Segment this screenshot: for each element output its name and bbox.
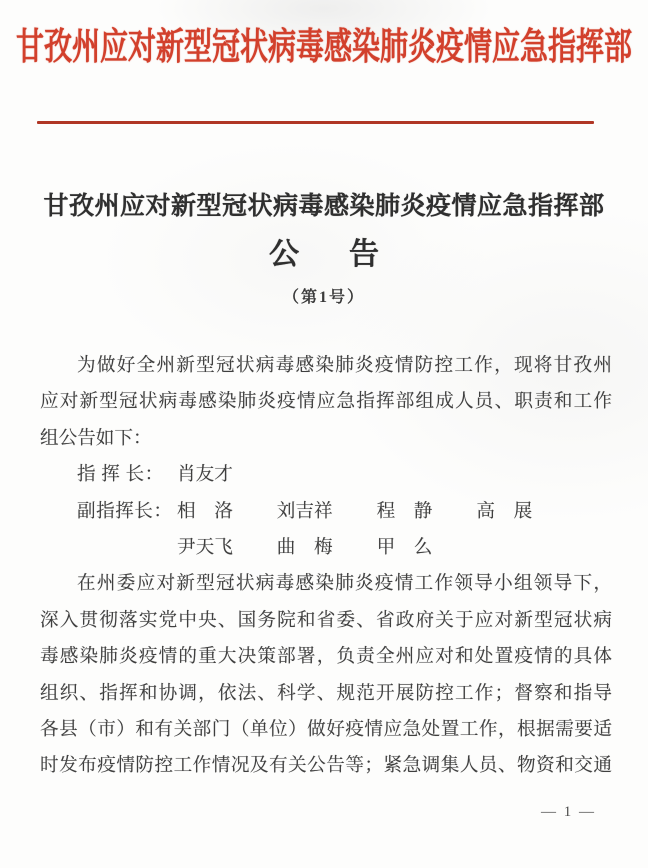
- person-name: 曲 梅: [276, 537, 333, 558]
- body-line: 在州委应对新型冠状病毒感染肺炎疫情工作领导小组领导下，: [77, 573, 612, 595]
- body-line: 为做好全州新型冠状病毒感染肺炎疫情防控工作，现将甘孜州: [77, 355, 612, 376]
- deputy-names-row2: [177, 530, 432, 566]
- body-line: 毒感染肺炎疫情的重大决策部署，负责全州应对和处置疫情的具体: [40, 646, 612, 668]
- roster-row-deputy: [40, 494, 612, 530]
- person-name: 程 静: [376, 500, 433, 522]
- person-name: 肖友才: [177, 464, 233, 486]
- intro-paragraph: [40, 348, 612, 457]
- roster-row-deputy-continued: [40, 530, 612, 566]
- document-org-title: 甘孜州应对新型冠状病毒感染肺炎疫情应急指挥部: [43, 193, 605, 220]
- deputy-label-spacer: [77, 530, 177, 566]
- roster-row-commander: [40, 457, 612, 493]
- title-block: [0, 186, 648, 307]
- duties-paragraph: [40, 566, 612, 784]
- person-name: 刘吉祥: [276, 500, 333, 522]
- body-line: 各县（市）和有关部门（单位）做好疫情应急处置工作，根据需要适: [40, 718, 612, 740]
- person-name: 尹天飞: [177, 537, 233, 558]
- letterhead-title: 甘孜州应对新型冠状病毒感染肺炎疫情应急指挥部: [15, 25, 632, 67]
- person-name: 高 展: [476, 500, 533, 522]
- commander-label: 指 挥 长：: [77, 464, 164, 486]
- commander-names: [177, 457, 233, 493]
- body-line: 组织、指挥和协调，依法、科学、规范开展防控工作；督察和指导: [40, 682, 612, 704]
- body-line: 深入贯彻落实党中央、国务院和省委、省政府关于应对新型冠状病: [40, 609, 612, 631]
- body-line: 组公告如下：: [40, 427, 152, 449]
- deputy-names-row1: [177, 494, 532, 530]
- document-type-title: 公 告: [269, 238, 389, 271]
- document-body: [40, 348, 612, 785]
- letterhead: [0, 0, 648, 121]
- body-line: 应对新型冠状病毒感染肺炎疫情应急指挥部组成人员、职责和工作: [40, 391, 612, 413]
- document-number: （第1号）: [282, 289, 365, 306]
- person-name: 相 洛: [177, 500, 233, 522]
- person-name: 甲 么: [376, 537, 433, 558]
- deputy-label: 副指挥长：: [77, 500, 173, 522]
- page-number: — 1 —: [541, 804, 596, 820]
- red-divider-rule: [37, 121, 594, 124]
- body-line: 时发布疫情防控工作情况及有关公告等；紧急调集人员、物资和交通: [40, 755, 612, 777]
